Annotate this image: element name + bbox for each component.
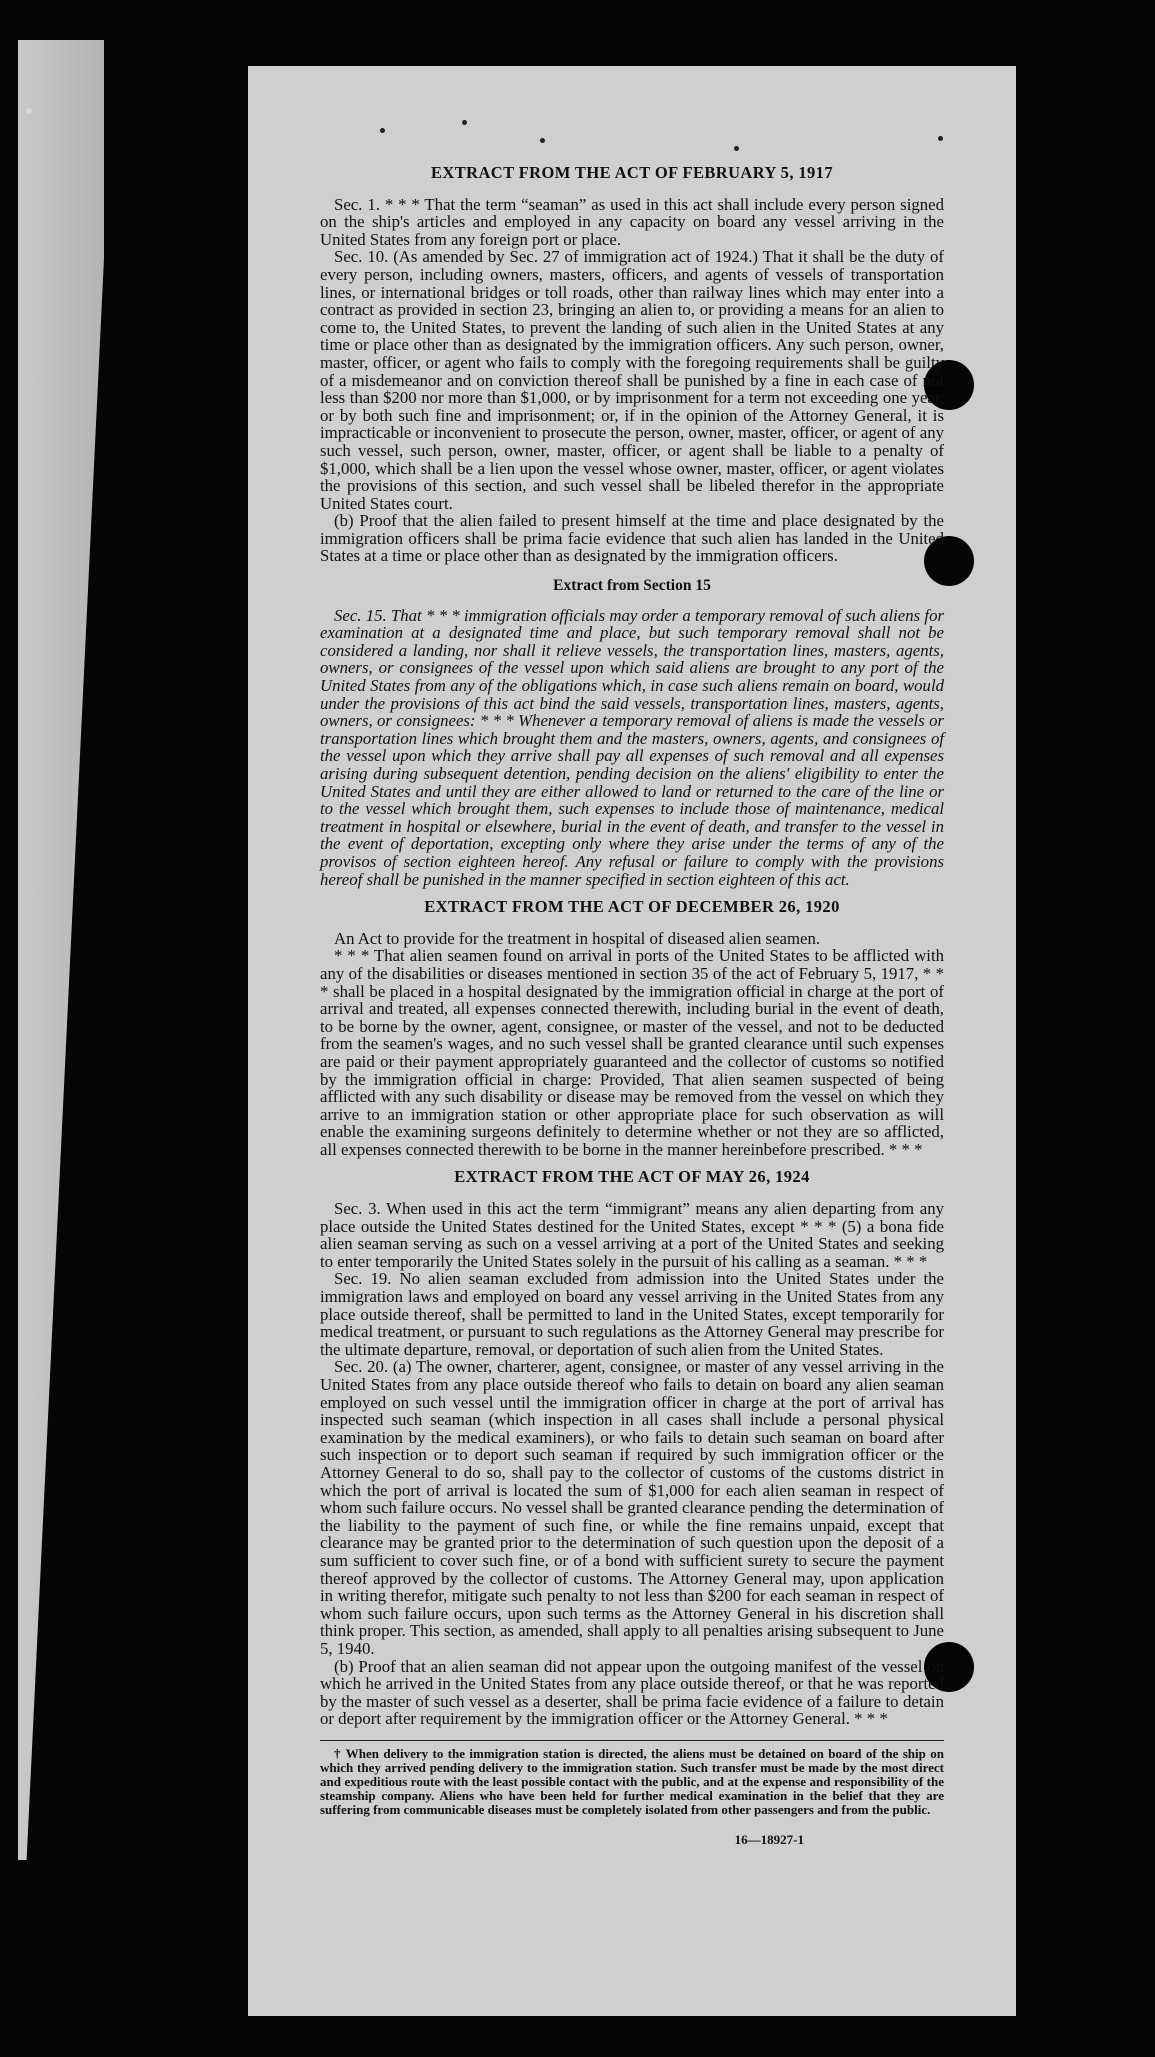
- scan-speck: [26, 108, 32, 114]
- document-body: [320, 154, 944, 1848]
- film-edge-strip: [18, 40, 104, 1860]
- form-number: 16—18927-1: [734, 1831, 804, 1847]
- subheading-section-15: Extract from Section 15: [553, 577, 711, 595]
- section-20-b: (b) Proof that an alien seaman did not appear upon the outgoing manifest of the vessel on which he arrived in the United States from any place outside thereof, or that he was reported by the master of such vessel as a deserter, shall be prima facie evidence of a failure to detain or deport after requirement by the immigration officer or the Attorney General. * * *: [320, 1656, 944, 1729]
- ink-speck: [380, 128, 385, 133]
- footnote-divider: [320, 1740, 944, 1741]
- heading-act-1920: EXTRACT FROM THE ACT OF DECEMBER 26, 1920: [424, 897, 840, 917]
- ink-speck: [938, 136, 943, 141]
- ink-speck: [540, 138, 545, 143]
- section-15: Sec. 15. That * * * immigration officials may order a temporary removal of such aliens for examination at a designated time and place, but such temporary removal shall not be considered a landing, nor shall it relieve vessels, the transportation lines, masters, agents, owners, or consignees of the vessel upon which said aliens are brought to any port of the United States from any of the obligations which, in case such aliens remain on board, would under the provisions of this act bind the said vessels, transportation lines, masters, agents, owners, or consignees: * * * Whenever a temporary removal of aliens is made the vessels or transportation lines which brought them and the masters, owners, agents, and consignees of the vessel upon which they arrive shall pay all expenses of such removal and all expenses arising during subsequent detention, pending decision on the aliens' eligibility to enter the United States and until they are either allowed to land or returned to the care of the line or to the vessel which brought them, such expenses to include those of maintenance, medical treatment in hospital or elsewhere, burial in the event of death, and transfer to the vessel in the event of deportation, excepting only where they arise under the terms of any of the provisos of section eighteen hereof. Any refusal or failure to comply with the provisions hereof shall be punished in the manner specified in section eighteen of this act.: [320, 605, 944, 889]
- section-19: Sec. 19. No alien seaman excluded from admission into the United States under the immigration laws and employed on board any vessel arriving in the United States from any place outside thereof, shall be permitted to land in the United States, except temporarily for medical treatment, or pursuant to such regulations as the Attorney General may prescribe for the ultimate departure, removal, or deportation of such alien from the United States.: [320, 1269, 944, 1359]
- section-1: Sec. 1. * * * That the term “seaman” as used in this act shall include every person signed on the ship's articles and employed in any capacity on board any vessel arriving in the United States from any foreign port or place.: [320, 194, 944, 249]
- heading-act-1917: EXTRACT FROM THE ACT OF FEBRUARY 5, 1917: [431, 163, 833, 182]
- ink-speck: [462, 120, 467, 125]
- section-3: Sec. 3. When used in this act the term “immigrant” means any alien departing from any place outside the United States destined for the United States, except * * * (5) a bona fide alien seaman serving as such on a vessel arriving at a port of the United States and seeking to enter temporarily the United States solely in the pursuit of his calling as a seaman. * * *: [320, 1199, 944, 1271]
- section-20: Sec. 20. (a) The owner, charterer, agent, consignee, or master of any vessel arriving in the United States from any place outside thereof who fails to detain on board any alien seaman employed on such vessel until the immigration officer in charge at the port of arrival has inspected such seaman (which inspection in all cases shall include a personal physical examination by the medical examiners), or who fails to detain such seaman on board after such inspection or to deport such seaman if required by such immigration officer or the Attorney General to do so, shall pay to the collector of customs of the customs district in which the port of arrival is located the sum of $1,000 for each alien seaman in respect of whom such failure occurs. No vessel shall be granted clearance pending the determination of the liability to the payment of such fine, or while the fine remains unpaid, except that clearance may be granted prior to the determination of such question upon the deposit of a sum sufficient to cover such fine, or of a bond with sufficient surety to secure the payment thereof approved by the collector of customs. The Attorney General may, upon application in writing therefor, mitigate such penalty to not less than $200 for each seaman in respect of whom such failure occurs, upon such terms as the Attorney General in his discretion shall think proper. This section, as amended, shall apply to all penalties arising subsequent to June 5, 1940.: [320, 1357, 944, 1658]
- ink-speck: [734, 146, 739, 151]
- footnote-text: † When delivery to the immigration station is directed, the aliens must be detained on board of the ship on which they arrived pending delivery to the immigration station. Such transfer must be made by the most direct and expeditious route with the least possible contact with the public, and at the expense and responsibility of the steamship company. Aliens who have been held for further medical examination in the belief that they are suffering from communicable diseases must be completely isolated from other passengers and from the public.: [320, 1745, 944, 1817]
- act-1920-body: * * * That alien seamen found on arrival in ports of the United States to be afflicted with any of the disabilities or diseases mentioned in section 35 of the act of February 5, 1917, * * * shall be placed in a hospital designated by the immigration official in charge at the port of arrival and treated, all expenses connected therewith, including burial in the event of death, to be borne by the owner, agent, consignee, or master of the vessel, and not to be deducted from the seamen's wages, and no such vessel shall be granted clearance until such expenses are paid or their payment appropriately guaranteed and the collector of customs so notified by the immigration official in charge: Provided, That alien seamen suspected of being afflicted with any such disability or disease may be removed from the vessel on which they arrive to an immigration station or other appropriate place for such observation as will enable the examining surgeons definitely to determine whether or not they are so afflicted, all expenses connected therewith to be borne in the manner hereinbefore prescribed. * * *: [320, 946, 944, 1159]
- heading-act-1924: EXTRACT FROM THE ACT OF MAY 26, 1924: [454, 1167, 810, 1187]
- document-page: [248, 66, 1016, 2016]
- section-10-b: (b) Proof that the alien failed to present himself at the time and place designated by the immigration officers shall be prima facie evidence that such alien has landed in the United States at a time or place other than as designated by the immigration officers.: [320, 511, 944, 566]
- section-10: Sec. 10. (As amended by Sec. 27 of immigration act of 1924.) That it shall be the duty of every person, including owners, masters, officers, and agents of vessels of transportation lines, or international bridges or toll roads, other than railway lines which may enter into a contract as provided in section 23, bringing an alien to, or providing a means for an alien to come to, the United States, to prevent the landing of such alien in the United States at any time or place other than as designated by the immigration officers. Any such person, owner, master, officer, or agent who fails to comply with the foregoing requirements shall be guilty of a misdemeanor and on conviction thereof shall be punished by a fine in each case of not less than $200 nor more than $1,000, or by imprisonment for a term not exceeding one year, or by both such fine and imprisonment; or, if in the opinion of the Attorney General, it is impracticable or inconvenient to prosecute the person, owner, master, officer, or agent of any such vessel, such person, owner, master, officer, or agent shall be liable to a penalty of $1,000, which shall be a lien upon the vessel whose owner, master, officer, or agent violates the provisions of this section, and such vessel shall be libeled therefor in the appropriate United States court.: [320, 247, 944, 513]
- act-1920-title: An Act to provide for the treatment in hospital of diseased alien seamen.: [334, 928, 821, 948]
- footnote: [320, 1747, 944, 1817]
